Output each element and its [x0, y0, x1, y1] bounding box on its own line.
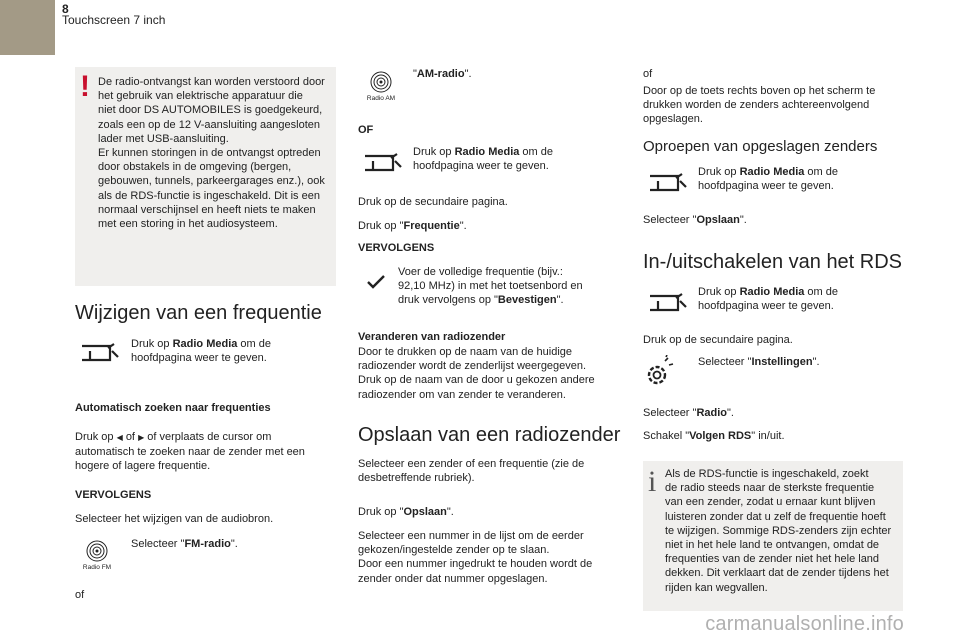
warning-icon: !	[80, 70, 90, 103]
radio-media-icon	[648, 172, 688, 194]
then-label-2: VERVOLGENS	[358, 242, 435, 254]
radio-media-icon	[648, 292, 688, 314]
select-source-text: Selecteer het wijzigen van de audiobron.	[75, 513, 274, 525]
topright-save-text: Door op de toets rechts boven op het scherm te drukken worden de zenders achtereenvolgend opgeslagen.	[643, 85, 876, 126]
heading-change-frequency: Wijzigen van een frequentie	[75, 302, 322, 324]
change-station-text: Door te drukken op de naam van de huidige radiozender wordt de zenderlijst weergegeven. Druk op de naam van de door u gekozen andere radiozender om van zender te veranderen.	[358, 346, 595, 401]
or-text: of	[75, 589, 85, 601]
settings-gear-icon	[645, 355, 675, 387]
auto-search-title: Automatisch zoeken naar frequenties	[75, 402, 271, 414]
step-press-radio-media-4: Druk op Radio Media om de hoofdpagina weer te geven.	[698, 286, 839, 313]
radio-am-label: Radio AM	[366, 95, 396, 102]
or-label: OF	[358, 124, 374, 136]
select-saved-text: Selecteer "Opslaan".	[643, 214, 747, 226]
change-station-title: Veranderen van radiozender	[358, 331, 506, 343]
heading-recall-stations: Oproepen van opgeslagen zenders	[643, 138, 878, 155]
info-text: Als de RDS-functie is ingeschakeld, zoekt de radio steeds naar de sterkste frequentie van een zender, zodat u ernaar kunt blijven luisteren zonder dat u zelf de frequentie hoeft te wijzigen. Sommige RDS-zenders zijn echter niet in het hele land te ontvangen, omdat de frequenties van de zender niet het hele land dekken. Dit verklaart dat de zender tijdens het rijden kan wegvallen.	[665, 468, 892, 594]
press-frequency-text: Druk op "Frequentie".	[358, 220, 467, 232]
checkmark-icon	[367, 275, 385, 289]
arrow-right-icon: ▶	[138, 433, 145, 442]
radio-am-icon	[370, 71, 392, 93]
select-settings-text: Selecteer "Instellingen".	[698, 356, 820, 368]
select-number-text: Selecteer een nummer in de lijst om de eerder gekozen/ingestelde zender op te slaan. Door een nummer ingedrukt te houden wordt de zender onder dat nummer opgeslagen.	[358, 530, 593, 585]
auto-search-text: Druk op ◀ of ▶ of verplaats de cursor om automatisch te zoeken naar de zender met een hogere of lagere frequentie.	[75, 431, 305, 473]
step-press-radio-media-3: Druk op Radio Media om de hoofdpagina weer te geven.	[698, 166, 839, 193]
chapter-tab	[0, 0, 55, 55]
select-radio-text: Selecteer "Radio".	[643, 407, 734, 419]
radio-fm-icon	[86, 540, 108, 562]
radio-media-icon	[363, 152, 403, 174]
toggle-rds-text: Schakel "Volgen RDS" in/uit.	[643, 430, 785, 442]
info-icon: i	[648, 465, 657, 498]
step-press-radio-media-2: Druk op Radio Media om de hoofdpagina weer te geven.	[413, 146, 554, 173]
heading-save-station: Opslaan van een radiozender	[358, 424, 621, 446]
chapter-title: Touchscreen 7 inch	[62, 13, 166, 27]
step-press-radio-media: Druk op Radio Media om de hoofdpagina weer te geven.	[131, 338, 272, 365]
press-save-text: Druk op "Opslaan".	[358, 506, 454, 518]
arrow-left-icon: ◀	[116, 433, 123, 442]
select-fm-text: Selecteer "FM-radio".	[131, 538, 238, 550]
radio-media-icon	[80, 342, 120, 364]
page-number: 8	[62, 2, 69, 16]
or-text-2: of	[643, 68, 653, 80]
warning-text: De radio-ontvangst kan worden verstoord door het gebruik van elektrische apparatuur die niet door DS AUTOMOBILES is goedgekeurd, zoals een op de 12 V-aansluiting aangesloten lader met USB-aansluiting. Er kunnen storingen in de ontvangst optreden door obstakels in de omgeving (bergen, gebouwen, tunnels, parkeergarages enz.), ook als de RDS-functie is ingeschakeld. Dit is een normaal verschijnsel en heeft niets te maken met een storing in het audiosysteem.	[98, 76, 325, 231]
radio-fm-label: Radio FM	[82, 564, 112, 571]
heading-rds-toggle: In-/uitschakelen van het RDS	[643, 251, 903, 273]
select-am-text: "AM-radio".	[413, 68, 472, 80]
then-label: VERVOLGENS	[75, 489, 152, 501]
watermark: carmanualsonline.info	[705, 613, 904, 635]
enter-frequency-text: Voer de volledige frequentie (bijv.: 92,10 MHz) in met het toetsenbord en druk vervolgens op "Bevestigen".	[398, 266, 583, 307]
secondary-page-text: Druk op de secundaire pagina.	[358, 196, 508, 208]
secondary-page-text-2: Druk op de secundaire pagina.	[643, 334, 793, 346]
select-station-text: Selecteer een zender of een frequentie (zie de desbetreffende rubriek).	[358, 458, 585, 485]
